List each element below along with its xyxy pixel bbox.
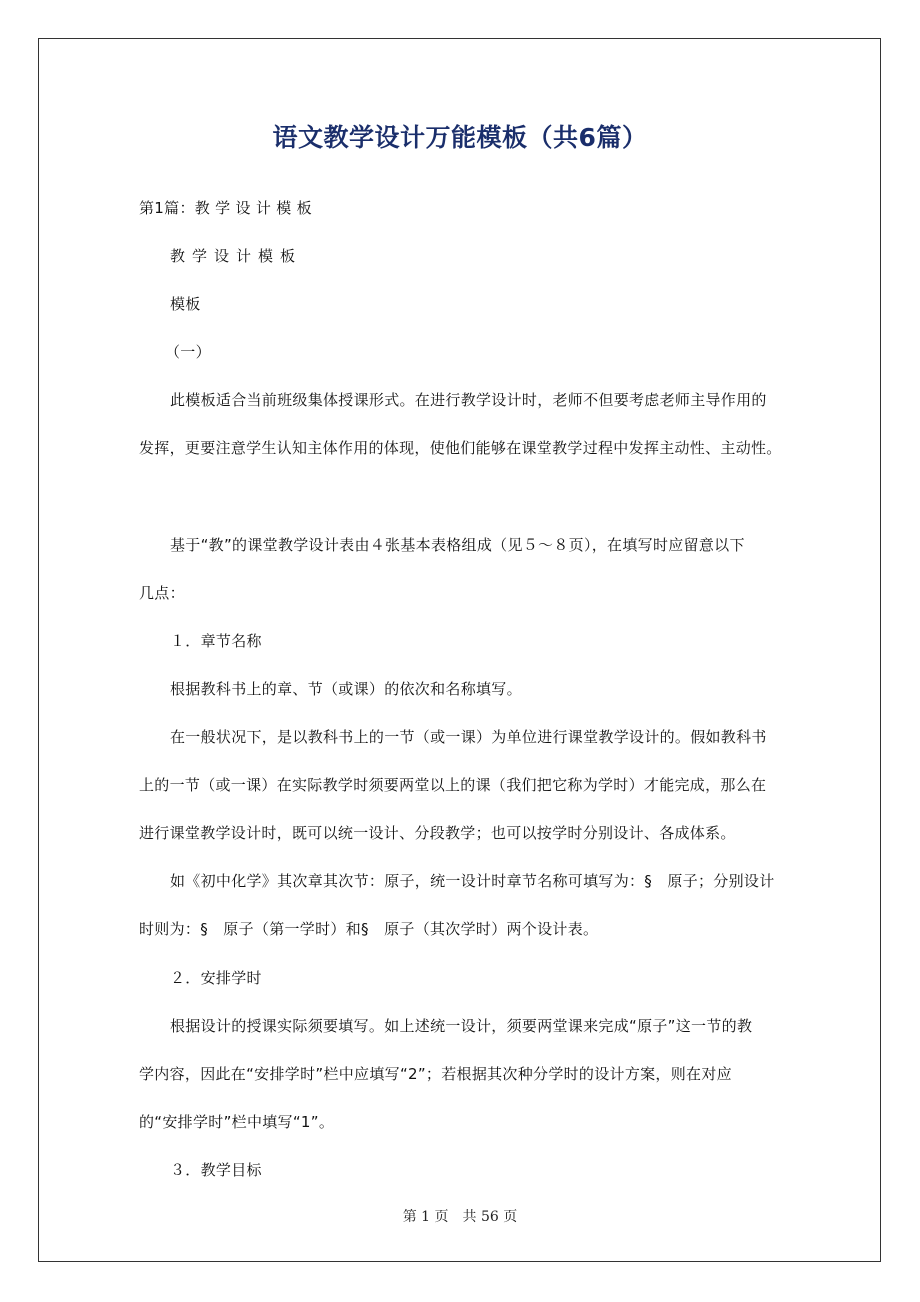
paragraph-line: 发挥，更要注意学生认知主体作用的体现，使他们能够在课堂教学过程中发挥主动性、主动性。 — [139, 439, 782, 457]
document-title: 语文教学设计万能模板（共6篇） — [272, 123, 648, 152]
paragraph-line: 根据设计的授课实际须要填写。如上述统一设计，须要两堂课来完成“原子”这一节的教 — [170, 1017, 753, 1035]
list-heading: ２．安排学时 — [170, 969, 262, 987]
paragraph-line: 基于“教”的课堂教学设计表由４张基本表格组成（见５～８页），在填写时应留意以下 — [170, 536, 745, 554]
section-heading: 第1篇：教 学 设 计 模 板 — [139, 199, 312, 217]
paragraph-line: 上的一节（或一课）在实际教学时须要两堂以上的课（我们把它称为学时）才能完成，那么在 — [139, 776, 767, 794]
paragraph-line: 此模板适合当前班级集体授课形式。在进行教学设计时，老师不但要考虑老师主导作用的 — [170, 391, 767, 409]
subheading: 教学设计模板 — [170, 247, 303, 265]
paragraph-line: 如《初中化学》其次章其次节：原子，统一设计时章节名称可填写为：§ 原子；分别设计 — [170, 872, 775, 890]
paragraph-line: 在一般状况下，是以教科书上的一节（或一课）为单位进行课堂教学设计的。假如教科书 — [170, 728, 767, 746]
list-heading: ３．教学目标 — [170, 1161, 262, 1179]
paragraph-line: 时则为：§ 原子（第一学时）和§ 原子（其次学时）两个设计表。 — [139, 920, 599, 938]
paragraph-line: 的“安排学时”栏中填写“1”。 — [139, 1113, 335, 1131]
paragraph-line: 进行课堂教学设计时，既可以统一设计、分段教学；也可以按学时分别设计、各成体系。 — [139, 824, 736, 842]
list-heading: １．章节名称 — [170, 632, 262, 650]
paragraph-line: 根据教科书上的章、节（或课）的依次和名称填写。 — [170, 680, 522, 698]
page-footer: 第 1 页 共 56 页 — [402, 1209, 518, 1225]
text-line: （一） — [165, 343, 211, 361]
paragraph-line: 几点： — [139, 584, 185, 602]
text-line: 模板 — [170, 295, 201, 313]
paragraph-line: 学内容，因此在“安排学时”栏中应填写“2”；若根据其次种分学时的设计方案，则在对应 — [139, 1065, 732, 1083]
